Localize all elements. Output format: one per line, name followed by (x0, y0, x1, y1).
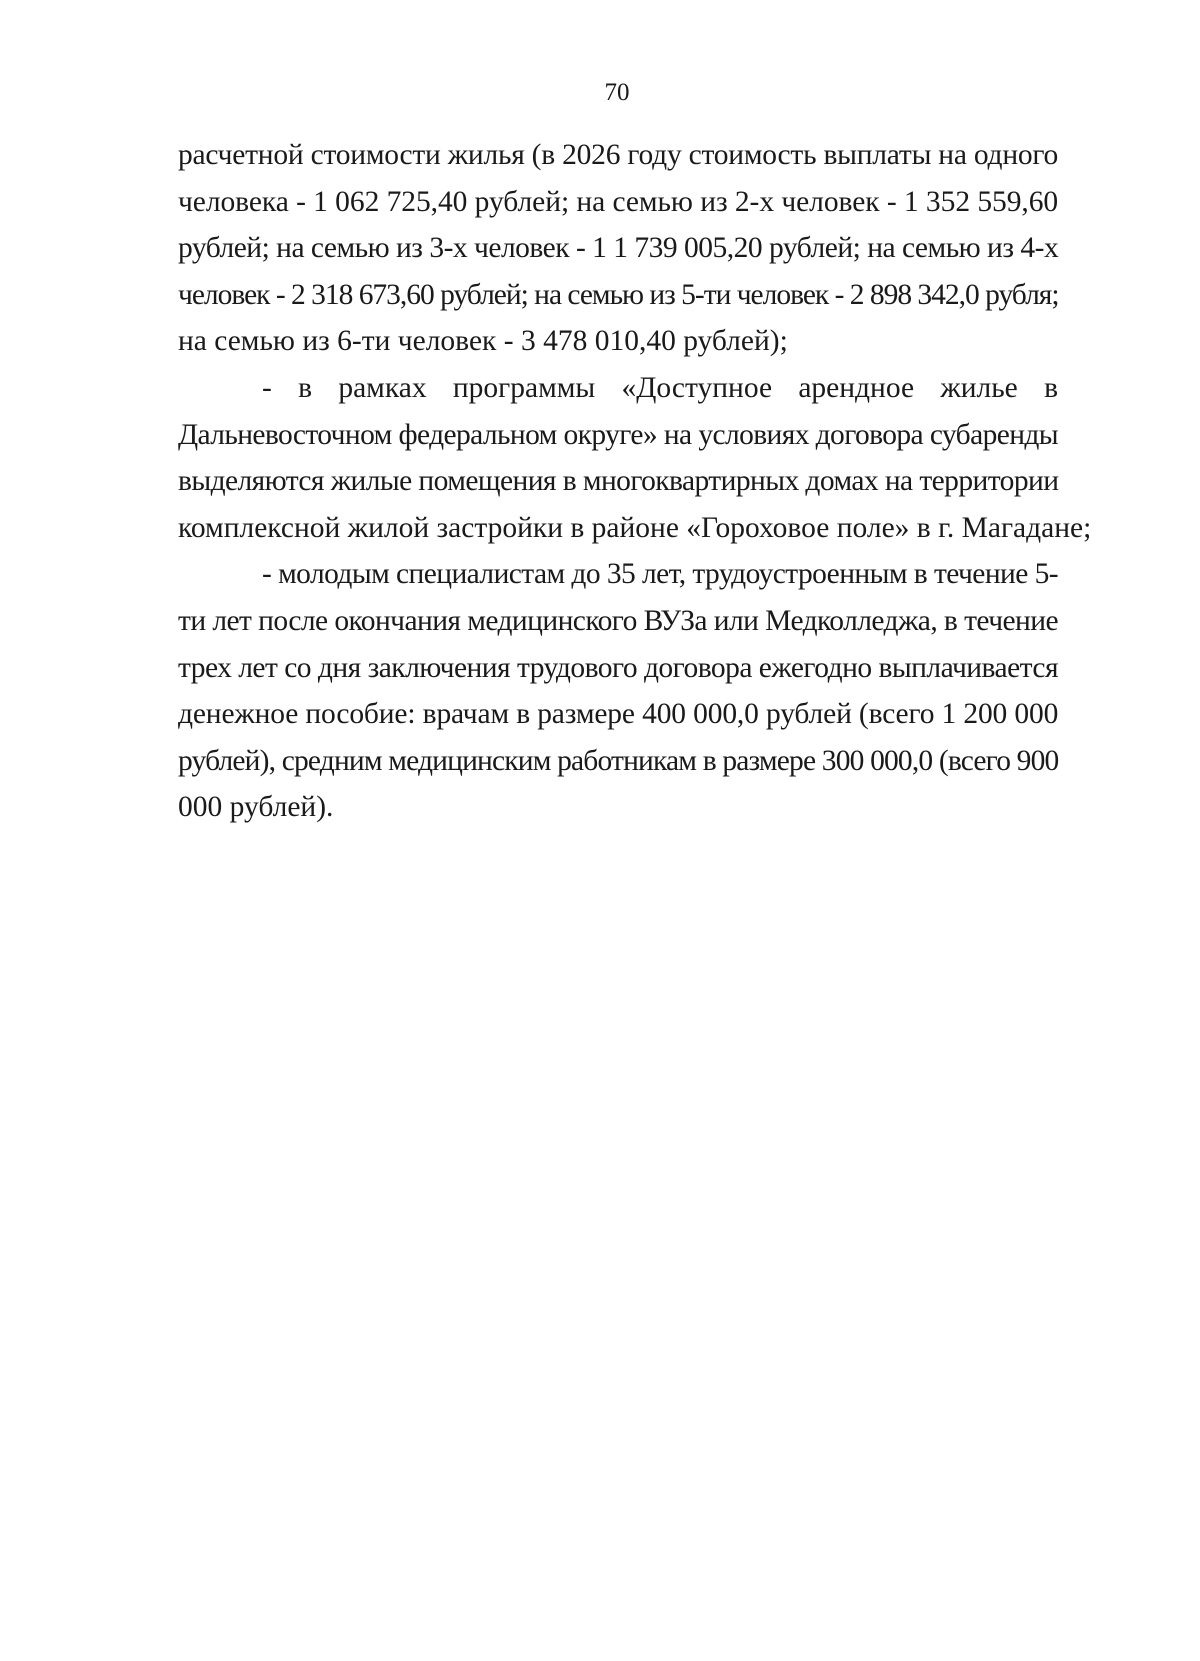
text-line: ти лет после окончания медицинского ВУЗа или Медколледжа, в течение (178, 604, 1058, 637)
document-body (178, 132, 1092, 831)
text-line: комплексной жилой застройки в районе «Гороховое поле» в г. Магадане; (178, 511, 1092, 544)
text-line: - в рамках программы «Доступное арендное жилье в (262, 371, 1058, 404)
paragraph-young-specialists (178, 551, 1058, 831)
page-number: 70 (604, 79, 630, 106)
text-line: выделяются жилые помещения в многоквартирных домах на территории (178, 465, 1059, 498)
paragraph-rental-housing (178, 365, 1092, 551)
text-line: расчетной стоимости жилья (в 2026 году стоимость выплаты на одного (178, 139, 1059, 171)
text-line: рублей), средним медицинским работникам в размере 300 000,0 (всего 900 (178, 744, 1059, 777)
text-line: человек - 2 318 673,60 рублей; на семью из 5-ти человек - 2 898 342,0 рубля; (178, 278, 1059, 311)
text-line: Дальневосточном федеральном округе» на условиях договора субаренды (178, 418, 1058, 451)
text-line: денежное пособие: врачам в размере 400 000,0 рублей (всего 1 200 000 (178, 698, 1059, 731)
paragraph-housing-payment (178, 132, 1058, 365)
text-line: 000 рублей). (178, 791, 334, 824)
text-line: рублей; на семью из 3-х человек - 1 1 739 005,20 рублей; на семью из 4-х (178, 232, 1059, 265)
text-line: трех лет со дня заключения трудового договора ежегодно выплачивается (178, 651, 1058, 684)
text-line: на семью из 6-ти человек - 3 478 010,40 рублей); (178, 325, 788, 358)
text-line: человека - 1 062 725,40 рублей; на семью из 2-х человек - 1 352 559,60 (178, 185, 1059, 218)
text-line: - молодым специалистам до 35 лет, трудоустроенным в течение 5- (262, 558, 1058, 591)
